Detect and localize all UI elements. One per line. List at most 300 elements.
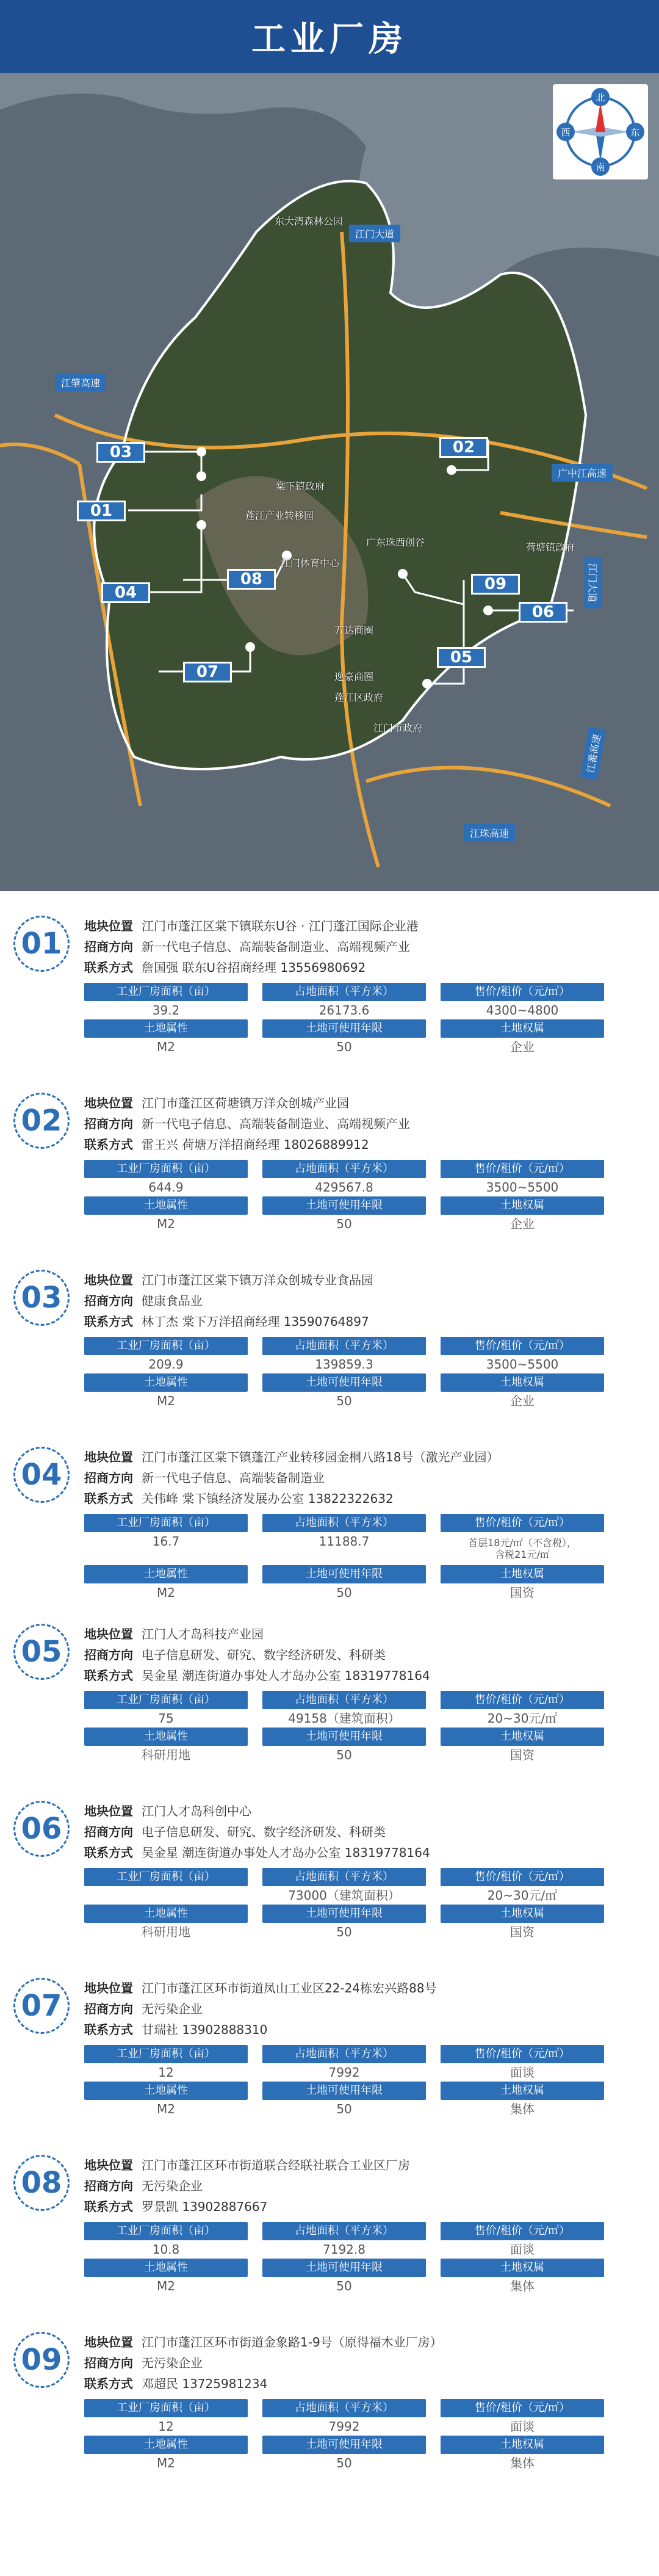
price-cell	[441, 2399, 604, 2436]
land-header: 占地面积（平方米）	[262, 983, 426, 1001]
right-header: 土地权属	[441, 2082, 604, 2100]
contact-row	[84, 1665, 635, 1686]
right-header: 土地权属	[441, 1373, 604, 1392]
location-label: 地块位置	[84, 1273, 133, 1287]
area-value: 209.9	[148, 1357, 184, 1372]
listing-number	[13, 2155, 70, 2211]
years-cell	[262, 2436, 426, 2472]
land-cell	[262, 2399, 426, 2436]
location-row	[84, 1624, 635, 1644]
price-cell	[441, 1337, 604, 1373]
location-value: 江门市蓬江区棠下镇万洋众创城专业食品园	[142, 1273, 373, 1287]
area-header: 工业厂房面积（亩）	[84, 1160, 248, 1178]
land-header: 占地面积（平方米）	[262, 1868, 426, 1886]
land-value: 7192.8	[323, 2242, 366, 2257]
years-cell	[262, 2082, 426, 2118]
area-cell	[84, 983, 248, 1019]
contact-label: 联系方式	[84, 2022, 133, 2037]
land-value: 26173.6	[319, 1003, 370, 1018]
land-header: 占地面积（平方米）	[262, 2222, 426, 2240]
land-header: 占地面积（平方米）	[262, 1691, 426, 1709]
right-value: 集体	[510, 2102, 535, 2116]
location-label: 地块位置	[84, 1627, 133, 1641]
direction-row	[84, 936, 635, 957]
right-header: 土地权属	[441, 1728, 604, 1746]
listing-info	[84, 1270, 635, 1332]
direction-row	[84, 1113, 635, 1134]
right-value: 企业	[510, 1040, 535, 1054]
right-cell	[441, 2082, 604, 2118]
poi-label: 广东珠西创谷	[366, 537, 425, 548]
map-marker: 04	[101, 582, 150, 603]
land-cell	[262, 983, 426, 1019]
area-header: 工业厂房面积（亩）	[84, 1868, 248, 1886]
map-marker: 08	[227, 569, 276, 590]
years-value: 50	[336, 1585, 352, 1600]
area-map	[0, 73, 659, 891]
listing-table	[84, 983, 604, 1056]
contact-value: 甘瑞社 13902888310	[142, 2022, 268, 2037]
direction-label: 招商方向	[84, 1116, 133, 1131]
area-header: 工业厂房面积（亩）	[84, 2222, 248, 2240]
road-label: 江门大道	[349, 225, 400, 242]
area-header: 工业厂房面积（亩）	[84, 2045, 248, 2063]
listing-card	[0, 2130, 659, 2307]
location-value: 江门人才岛科创中心	[142, 1804, 251, 1818]
location-value: 江门市蓬江区环市街道联合经联社联合工业区厂房	[142, 2158, 410, 2173]
compass-north: 北	[591, 88, 610, 106]
price-header: 售价/租价（元/㎡）	[441, 1514, 604, 1532]
prop-value: M2	[157, 1585, 175, 1600]
prop-value: M2	[157, 2456, 175, 2470]
land-value: 11188.7	[319, 1534, 370, 1549]
years-header: 土地可使用年限	[262, 2259, 426, 2277]
right-value: 国资	[510, 1585, 535, 1600]
area-cell	[84, 2222, 248, 2259]
poi-label: 万达商圈	[334, 624, 374, 636]
listing-number	[13, 1801, 70, 1857]
right-value: 集体	[510, 2279, 535, 2293]
map-graphics	[0, 73, 659, 891]
area-value: 10.8	[152, 2242, 180, 2257]
location-row	[84, 1270, 635, 1290]
poi-label: 江门市政府	[373, 722, 423, 734]
listing-number-text: 09	[21, 2343, 62, 2377]
right-cell	[441, 2436, 604, 2472]
listing-card	[0, 2307, 659, 2484]
land-value: 429567.8	[315, 1180, 373, 1195]
years-header: 土地可使用年限	[262, 1019, 426, 1038]
location-value: 江门市蓬江区环市街道金象路1-9号（原得福木业厂房）	[142, 2335, 442, 2350]
listing-sections	[0, 891, 659, 2484]
contact-value: 罗景凯 13902887667	[142, 2199, 268, 2214]
listing-number	[13, 1624, 70, 1680]
listing-number	[13, 1270, 70, 1326]
listing-card	[0, 1422, 659, 1599]
price-value: 面谈	[510, 2065, 535, 2080]
location-row	[84, 1447, 635, 1467]
price-value: 3500~5500	[486, 1180, 559, 1195]
right-cell	[441, 1373, 604, 1410]
listing-number	[13, 1978, 70, 2034]
years-header: 土地可使用年限	[262, 1565, 426, 1583]
land-cell	[262, 1337, 426, 1373]
land-cell	[262, 1691, 426, 1728]
prop-value: M2	[157, 2279, 175, 2293]
area-header: 工业厂房面积（亩）	[84, 1514, 248, 1532]
land-header: 占地面积（平方米）	[262, 1160, 426, 1178]
area-value: 75	[158, 1711, 174, 1726]
price-value: 4300~4800	[486, 1003, 559, 1018]
contact-row	[84, 1311, 635, 1332]
compass-west: 西	[556, 123, 575, 141]
land-value: 7992	[328, 2419, 360, 2434]
area-value: 12	[158, 2419, 174, 2434]
right-value: 企业	[510, 1217, 535, 1231]
contact-value: 邓超民 13725981234	[142, 2376, 268, 2391]
contact-row	[84, 1134, 635, 1155]
price-header: 售价/租价（元/㎡）	[441, 1160, 604, 1178]
poi-label: 东大湾森林公园	[275, 215, 344, 227]
listing-table	[84, 1691, 604, 1764]
direction-row	[84, 1290, 635, 1311]
direction-value: 新一代电子信息、高端装备制造业、高端视频产业	[142, 1116, 410, 1131]
road-label: 江门大道	[585, 557, 602, 608]
road-label: 广中江高速	[552, 464, 613, 482]
contact-label: 联系方式	[84, 1137, 133, 1152]
listing-info	[84, 916, 635, 978]
direction-label: 招商方向	[84, 2356, 133, 2370]
direction-value: 无污染企业	[142, 2179, 203, 2193]
price-value: 面谈	[510, 2242, 535, 2257]
years-value: 50	[336, 1040, 352, 1054]
location-label: 地块位置	[84, 1450, 133, 1464]
prop-cell	[84, 1728, 248, 1764]
prop-header: 土地属性	[84, 1905, 248, 1923]
price-header: 售价/租价（元/㎡）	[441, 2399, 604, 2417]
area-value	[84, 1886, 248, 1905]
prop-value: M2	[157, 1217, 175, 1231]
contact-value: 詹国强 联东U谷招商经理 13556980692	[142, 960, 366, 975]
poi-label: 荷塘镇政府	[526, 541, 575, 553]
right-cell	[441, 1565, 604, 1602]
contact-row	[84, 2373, 635, 2394]
listing-number-text: 08	[21, 2166, 62, 2200]
listing-table	[84, 2399, 604, 2472]
prop-header: 土地属性	[84, 2259, 248, 2277]
prop-cell	[84, 2436, 248, 2472]
prop-header: 土地属性	[84, 2082, 248, 2100]
listing-info	[84, 1978, 635, 2040]
listing-card	[0, 1776, 659, 1953]
years-header: 土地可使用年限	[262, 1728, 426, 1746]
area-cell	[84, 1868, 248, 1905]
area-cell	[84, 1337, 248, 1373]
contact-label: 联系方式	[84, 960, 133, 975]
location-label: 地块位置	[84, 2335, 133, 2350]
listing-info	[84, 1624, 635, 1686]
right-header: 土地权属	[441, 1565, 604, 1583]
map-marker: 06	[519, 602, 567, 623]
prop-cell	[84, 1019, 248, 1056]
location-row	[84, 1978, 635, 1999]
right-cell	[441, 1728, 604, 1764]
price-value: 20~30元/㎡	[487, 1711, 558, 1726]
contact-value: 雷王兴 荷塘万洋招商经理 18026889912	[142, 1137, 369, 1152]
area-cell	[84, 2399, 248, 2436]
right-cell	[441, 2259, 604, 2295]
listing-info	[84, 2332, 635, 2394]
land-value: 7992	[328, 2065, 360, 2080]
direction-value: 新一代电子信息、高端装备制造业	[142, 1471, 325, 1485]
contact-row	[84, 1842, 635, 1863]
prop-header: 土地属性	[84, 1019, 248, 1038]
location-label: 地块位置	[84, 1804, 133, 1818]
years-header: 土地可使用年限	[262, 1196, 426, 1215]
land-header: 占地面积（平方米）	[262, 2399, 426, 2417]
direction-label: 招商方向	[84, 1471, 133, 1485]
price-cell	[441, 2045, 604, 2082]
years-value: 50	[336, 1925, 352, 1939]
location-label: 地块位置	[84, 919, 133, 933]
prop-cell	[84, 1565, 248, 1602]
price-value: 首层18元/㎡（不含税）， 含税21元/㎡	[468, 1537, 577, 1560]
price-cell	[441, 1160, 604, 1196]
area-cell	[84, 1514, 248, 1565]
area-header: 工业厂房面积（亩）	[84, 1337, 248, 1355]
direction-row	[84, 2176, 635, 2196]
listing-number-text: 05	[21, 1635, 62, 1669]
land-header: 占地面积（平方米）	[262, 1337, 426, 1355]
location-row	[84, 2155, 635, 2176]
listing-number-text: 02	[21, 1104, 62, 1138]
map-marker: 07	[183, 662, 232, 682]
listing-number	[13, 916, 70, 972]
map-marker: 03	[96, 442, 145, 463]
direction-value: 无污染企业	[142, 2356, 203, 2370]
location-row	[84, 1093, 635, 1113]
listing-info	[84, 2155, 635, 2217]
listing-number	[13, 2332, 70, 2388]
right-cell	[441, 1905, 604, 1941]
prop-header: 土地属性	[84, 1373, 248, 1392]
price-value: 面谈	[510, 2419, 535, 2434]
location-row	[84, 1801, 635, 1822]
years-value: 50	[336, 1394, 352, 1408]
prop-value: M2	[157, 2102, 175, 2116]
land-value: 139859.3	[315, 1357, 373, 1372]
price-header: 售价/租价（元/㎡）	[441, 2222, 604, 2240]
contact-row	[84, 2196, 635, 2217]
direction-label: 招商方向	[84, 2179, 133, 2193]
listing-table	[84, 1514, 604, 1602]
prop-value: M2	[157, 1040, 175, 1054]
right-value: 企业	[510, 1394, 535, 1408]
land-cell	[262, 2222, 426, 2259]
map-marker: 01	[77, 501, 126, 521]
listing-info	[84, 1801, 635, 1863]
area-cell	[84, 1160, 248, 1196]
prop-header: 土地属性	[84, 1565, 248, 1583]
right-header: 土地权属	[441, 1196, 604, 1215]
listing-info	[84, 1447, 635, 1509]
listing-table	[84, 1160, 604, 1233]
compass-east: 东	[626, 123, 644, 141]
right-value: 集体	[510, 2456, 535, 2470]
prop-header: 土地属性	[84, 1728, 248, 1746]
contact-value: 吴金星 潮连街道办事处人才岛办公室 18319778164	[142, 1668, 430, 1683]
prop-cell	[84, 1196, 248, 1233]
compass	[553, 84, 648, 179]
location-label: 地块位置	[84, 2158, 133, 2173]
road-label: 江肇高速	[55, 374, 106, 391]
area-header: 工业厂房面积（亩）	[84, 983, 248, 1001]
right-value: 国资	[510, 1748, 535, 1762]
poi-label: 棠下镇政府	[276, 480, 325, 492]
contact-value: 林丁杰 棠下万洋招商经理 13590764897	[142, 1314, 369, 1329]
direction-value: 无污染企业	[142, 2002, 203, 2016]
poi-label: 蓬江产业转移园	[245, 510, 314, 521]
years-header: 土地可使用年限	[262, 1905, 426, 1923]
land-cell	[262, 1868, 426, 1905]
direction-row	[84, 1822, 635, 1842]
years-cell	[262, 2259, 426, 2295]
listing-table	[84, 1868, 604, 1941]
compass-south: 南	[591, 157, 610, 176]
area-value: 39.2	[152, 1003, 180, 1018]
road-label: 江番高速	[580, 727, 606, 781]
years-cell	[262, 1019, 426, 1056]
listing-info	[84, 1093, 635, 1155]
page-header	[0, 0, 659, 73]
right-value: 国资	[510, 1925, 535, 1939]
listing-card	[0, 1068, 659, 1245]
contact-label: 联系方式	[84, 1668, 133, 1683]
prop-cell	[84, 1373, 248, 1410]
contact-label: 联系方式	[84, 1845, 133, 1860]
years-cell	[262, 1373, 426, 1410]
page-title: 工业厂房	[251, 20, 408, 59]
years-value: 50	[336, 1217, 352, 1231]
area-cell	[84, 1691, 248, 1728]
listing-table	[84, 2045, 604, 2118]
map-marker: 05	[437, 647, 486, 668]
listing-card	[0, 1245, 659, 1422]
right-header: 土地权属	[441, 1019, 604, 1038]
location-row	[84, 916, 635, 936]
listing-number-text: 06	[21, 1812, 62, 1846]
prop-value: M2	[157, 1394, 175, 1408]
location-value: 江门市蓬江区棠下镇蓬江产业转移园金桐八路18号（激光产业园）	[142, 1450, 499, 1464]
listing-card	[0, 891, 659, 1068]
direction-value: 电子信息研发、研究、数字经济研发、科研类	[142, 1825, 386, 1839]
price-header: 售价/租价（元/㎡）	[441, 1691, 604, 1709]
prop-header: 土地属性	[84, 1196, 248, 1215]
prop-value: 科研用地	[142, 1748, 190, 1762]
poi-label: 江门体育中心	[281, 557, 340, 569]
area-value: 644.9	[148, 1180, 184, 1195]
prop-header: 土地属性	[84, 2436, 248, 2454]
direction-row	[84, 2353, 635, 2373]
prop-value: 科研用地	[142, 1925, 190, 1939]
contact-row	[84, 1488, 635, 1509]
area-header: 工业厂房面积（亩）	[84, 1691, 248, 1709]
price-header: 售价/租价（元/㎡）	[441, 1868, 604, 1886]
map-marker: 09	[471, 574, 520, 595]
price-cell	[441, 1514, 604, 1565]
years-cell	[262, 1728, 426, 1764]
area-cell	[84, 2045, 248, 2082]
price-value: 20~30元/㎡	[487, 1888, 558, 1903]
contact-label: 联系方式	[84, 2376, 133, 2391]
land-cell	[262, 1514, 426, 1565]
direction-row	[84, 1644, 635, 1665]
contact-label: 联系方式	[84, 1314, 133, 1329]
price-cell	[441, 983, 604, 1019]
prop-cell	[84, 2259, 248, 2295]
price-header: 售价/租价（元/㎡）	[441, 983, 604, 1001]
years-value: 50	[336, 2456, 352, 2470]
poi-label: 蓬江区政府	[334, 692, 384, 703]
right-cell	[441, 1019, 604, 1056]
listing-table	[84, 1337, 604, 1410]
contact-row	[84, 2019, 635, 2040]
years-cell	[262, 1905, 426, 1941]
listing-number-text: 03	[21, 1281, 62, 1315]
direction-label: 招商方向	[84, 1293, 133, 1308]
listing-card	[0, 1953, 659, 2130]
contact-value: 关伟峰 棠下镇经济发展办公室 13822322632	[142, 1491, 394, 1506]
location-value: 江门市蓬江区环市街道凤山工业区22-24栋宏兴路88号	[142, 1981, 437, 1995]
prop-cell	[84, 2082, 248, 2118]
years-value: 50	[336, 1748, 352, 1762]
direction-row	[84, 1467, 635, 1488]
map-marker: 02	[439, 437, 488, 458]
listing-number-text: 07	[21, 1989, 62, 2023]
listing-table	[84, 2222, 604, 2295]
poi-label: 逸豪商圈	[334, 671, 374, 682]
direction-label: 招商方向	[84, 2002, 133, 2016]
listing-number	[13, 1447, 70, 1503]
direction-value: 健康食品业	[142, 1293, 203, 1308]
road-label: 江珠高速	[464, 824, 515, 842]
land-cell	[262, 1160, 426, 1196]
right-header: 土地权属	[441, 2436, 604, 2454]
direction-label: 招商方向	[84, 1648, 133, 1662]
years-cell	[262, 1196, 426, 1233]
contact-value: 吴金星 潮连街道办事处人才岛办公室 18319778164	[142, 1845, 430, 1860]
listing-number	[13, 1093, 70, 1149]
years-header: 土地可使用年限	[262, 1373, 426, 1392]
direction-value: 电子信息研发、研究、数字经济研发、科研类	[142, 1648, 386, 1662]
land-header: 占地面积（平方米）	[262, 1514, 426, 1532]
price-cell	[441, 2222, 604, 2259]
contact-row	[84, 957, 635, 978]
years-value: 50	[336, 2279, 352, 2293]
listing-number-text: 04	[21, 1458, 62, 1492]
years-value: 50	[336, 2102, 352, 2116]
land-value: 49158（建筑面积）	[288, 1711, 400, 1726]
price-cell	[441, 1868, 604, 1905]
right-header: 土地权属	[441, 1905, 604, 1923]
land-header: 占地面积（平方米）	[262, 2045, 426, 2063]
right-cell	[441, 1196, 604, 1233]
location-value: 江门市蓬江区棠下镇联东U谷 · 江门蓬江国际企业港	[142, 919, 419, 933]
prop-cell	[84, 1905, 248, 1941]
location-label: 地块位置	[84, 1981, 133, 1995]
land-cell	[262, 2045, 426, 2082]
land-value: 73000（建筑面积）	[288, 1888, 400, 1903]
